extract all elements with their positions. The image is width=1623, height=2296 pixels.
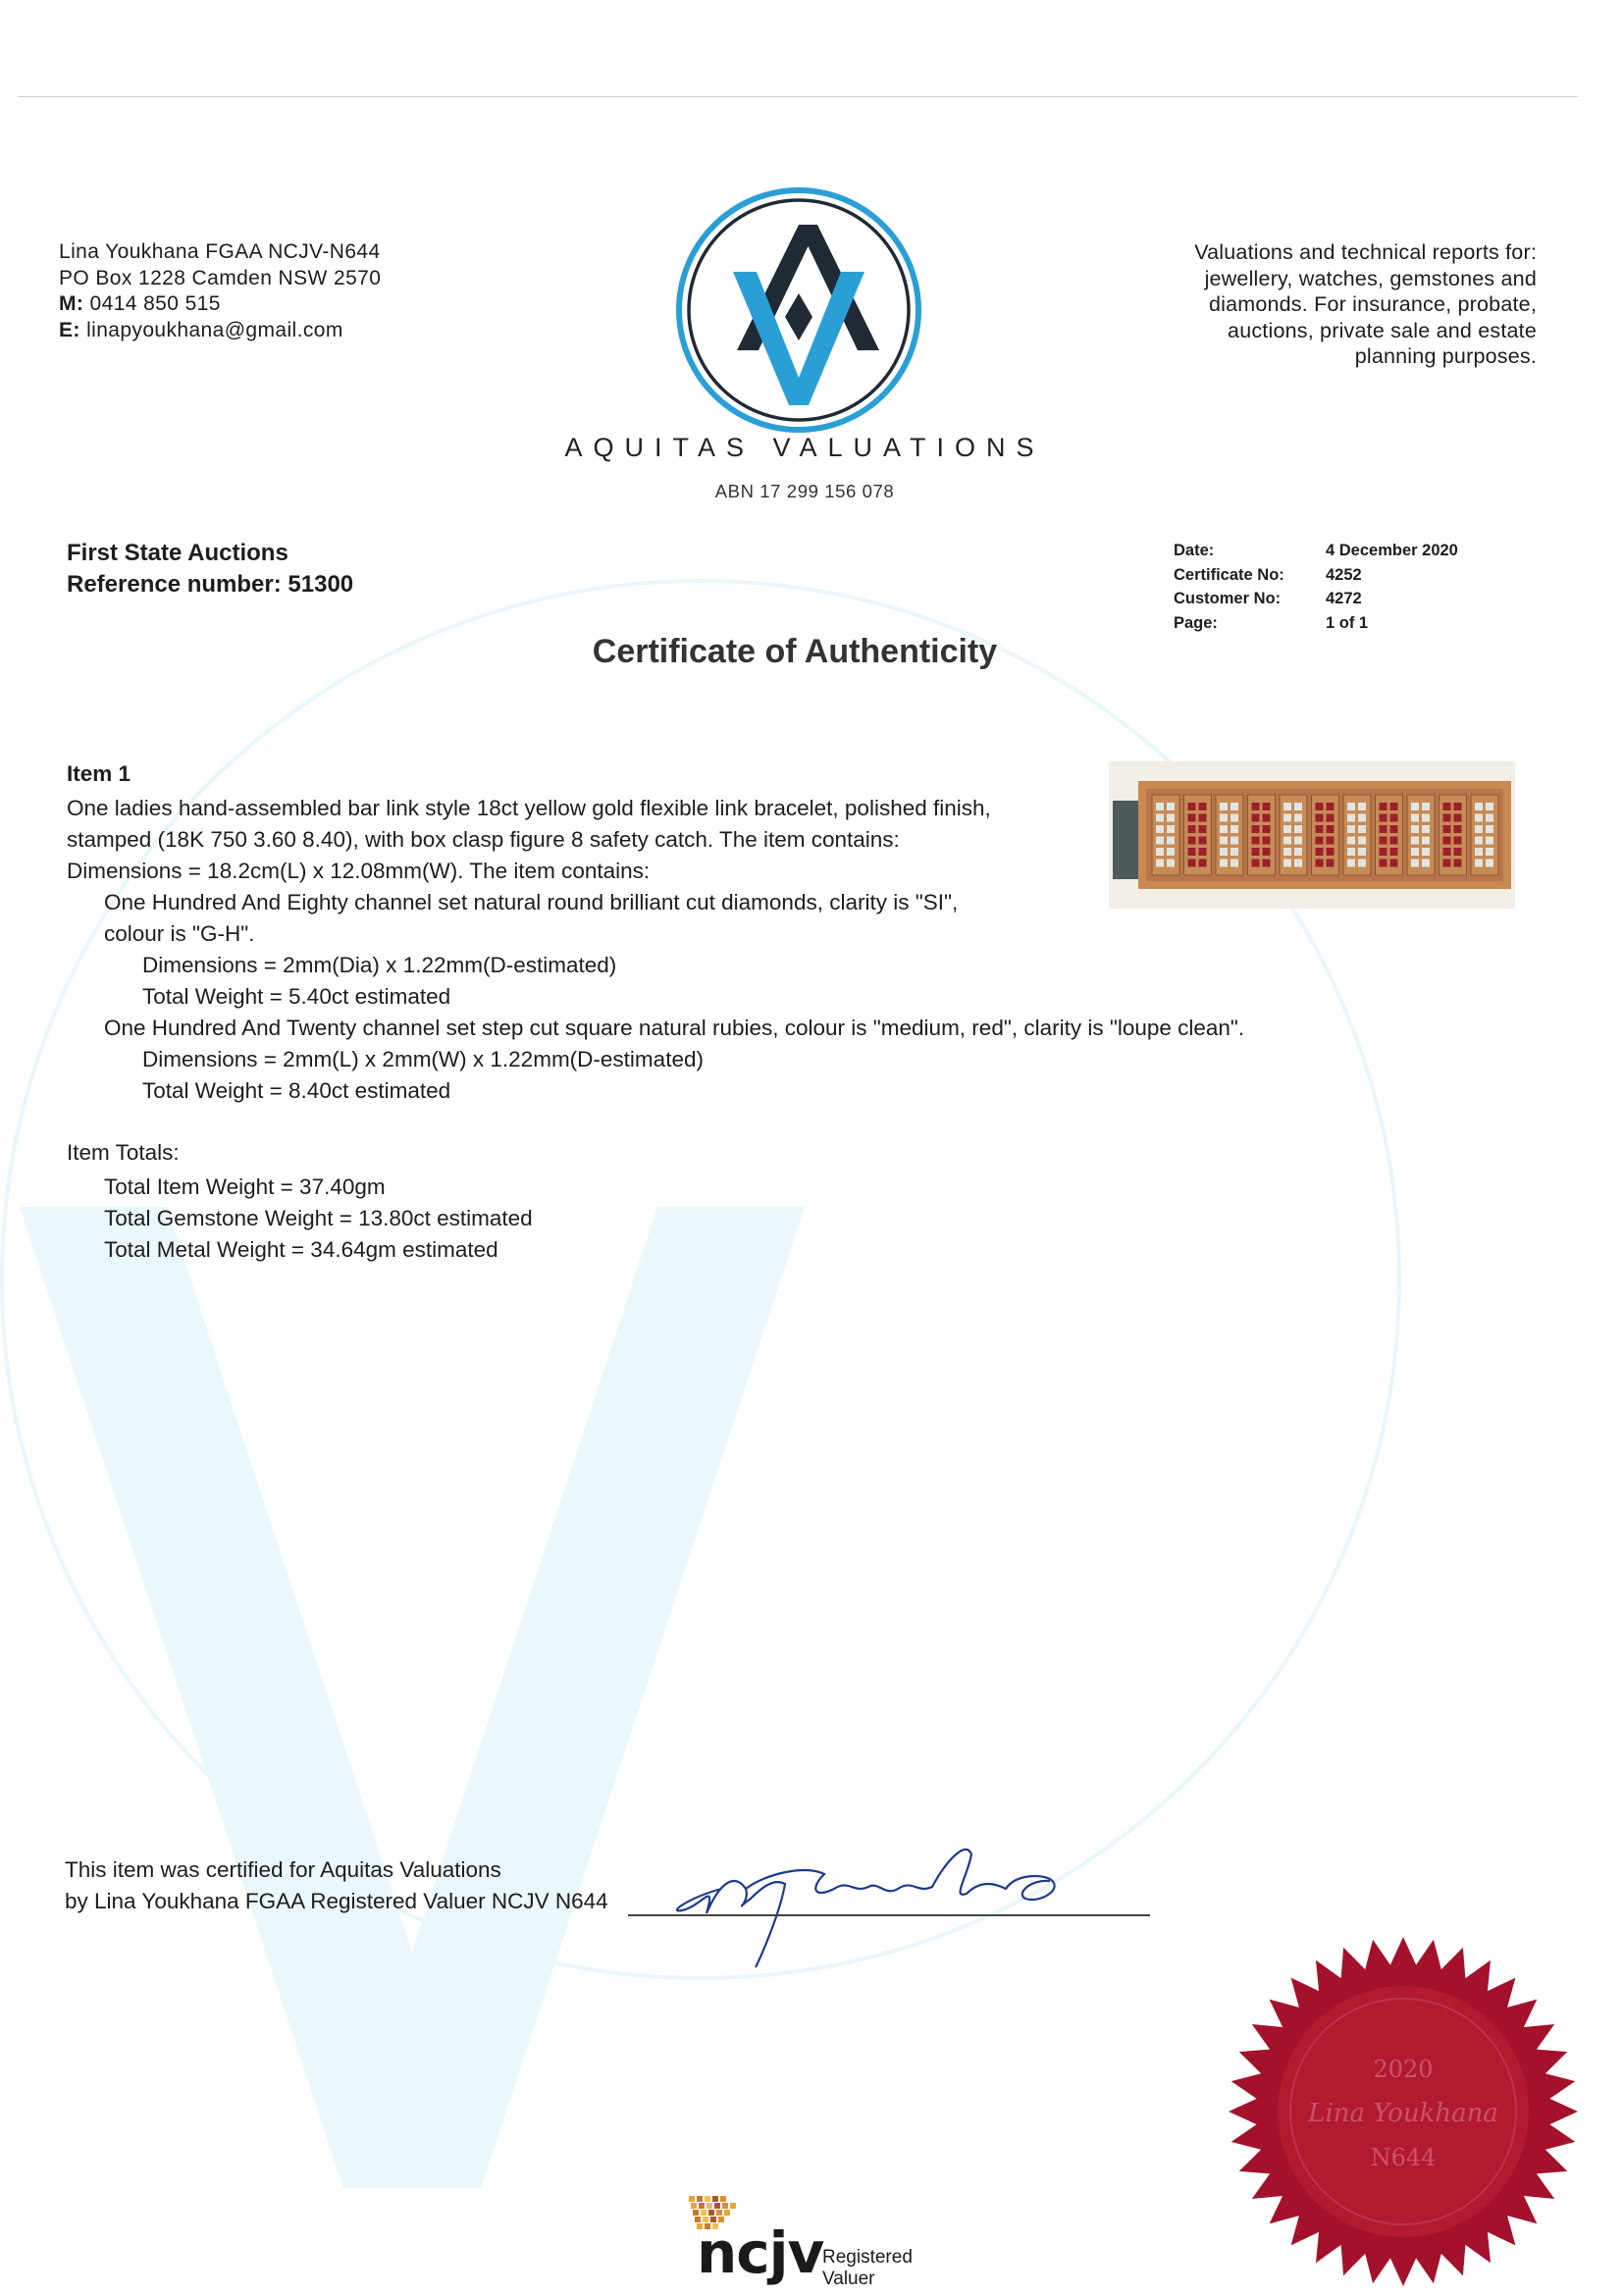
diamond-stone [1230,814,1238,822]
diamond-stone [1156,860,1164,867]
diamond-stone [1486,814,1493,822]
services-line: auctions, private sale and estate [1228,318,1537,342]
ruby-stone [1316,848,1324,856]
ruby-stone [1380,837,1387,845]
diamond-stone [1283,848,1291,856]
ruby-stone [1199,848,1207,856]
diamond-stone [1422,837,1430,845]
diamond-stone [1156,803,1164,810]
diamond-stone [1411,837,1419,845]
wax-seal-icon [1227,1935,1580,2288]
seal-code: N644 [1370,2144,1437,2171]
ruby-stone [1252,860,1260,867]
ruby-stone [1454,825,1462,833]
ncjv-dot [724,2210,730,2216]
ruby-stone [1327,814,1335,822]
ruby-stone [1316,837,1324,845]
diamond-stone [1411,860,1419,867]
diamond-stone [1486,803,1493,810]
diamond-stone [1283,814,1291,822]
mobile-label: M: [59,292,84,315]
total-line: Total Gemstone Weight = 13.80ct estimated [104,1206,533,1230]
diamond-stone [1347,814,1355,822]
ruby-stone [1188,803,1196,810]
ruby-stone [1199,837,1207,845]
certification-line: This item was certified for Aquitas Valuations [65,1857,501,1882]
meta-key: Page: [1174,613,1218,632]
ruby-stone [1380,848,1387,856]
watermark-v-icon [20,1207,805,2188]
item-line: Total Weight = 5.40ct estimated [142,984,451,1009]
ruby-stone [1454,814,1462,822]
services-description [1066,239,1537,370]
diamond-stone [1294,848,1302,856]
ncjv-dot [720,2196,726,2202]
ruby-stone [1188,814,1196,822]
meta-row [1174,611,1458,636]
diamond-stone [1347,837,1355,845]
diamond-stone [1167,860,1175,867]
diamond-stone [1411,848,1419,856]
diamond-stone [1358,837,1366,845]
ruby-stone [1380,803,1387,810]
brand-name: AQUITAS VALUATIONS [564,433,1045,462]
ruby-stone [1327,825,1335,833]
ruby-stone [1443,814,1451,822]
item-title: Item 1 [67,761,131,786]
diamond-stone [1358,848,1366,856]
diamond-stone [1486,825,1493,833]
ruby-stone [1454,803,1462,810]
ruby-stone [1263,814,1271,822]
certification-statement [65,1854,608,1917]
ruby-stone [1390,848,1398,856]
ruby-stone [1316,803,1324,810]
meta-key: Date: [1174,542,1215,559]
ncjv-dot [730,2203,736,2209]
meta-row [1174,539,1458,563]
diamond-stone [1220,837,1228,845]
signature-icon [628,1820,1158,1977]
diamond-stone [1347,860,1355,867]
client-block [67,538,353,600]
diamond-stone [1294,860,1302,867]
ruby-stone [1327,860,1335,867]
seal-name: Lina Youkhana [1308,2099,1498,2128]
diamond-stone [1156,848,1164,856]
diamond-stone [1156,837,1164,845]
email-row [59,318,381,344]
ruby-stone [1390,814,1398,822]
abn-number: ABN 17 299 156 078 [714,481,895,501]
item-line: colour is "G-H". [104,921,255,946]
services-line: jewellery, watches, gemstones and [1204,266,1537,290]
email-address: linapyoukhana@gmail.com [86,318,343,341]
diamond-stone [1283,837,1291,845]
diamond-stone [1486,848,1493,856]
ruby-stone [1390,837,1398,845]
ruby-stone [1454,860,1462,867]
diamond-stone [1486,860,1493,867]
diamond-stone [1347,803,1355,810]
ncjv-dot [691,2203,697,2209]
ruby-stone [1316,814,1324,822]
diamond-stone [1220,860,1228,867]
ncjv-dot [689,2196,695,2202]
meta-key: Certificate No: [1174,565,1284,584]
diamond-stone [1156,825,1164,833]
ncjv-dot [714,2203,720,2209]
diamond-stone [1358,825,1366,833]
ncjv-dot [716,2210,722,2216]
item-line: One ladies hand-assembled bar link style 18ct yellow gold flexible link bracelet, polished finish, [67,796,991,820]
ncjv-dot [712,2196,718,2202]
diamond-stone [1167,803,1175,810]
ruby-stone [1443,848,1451,856]
ncjv-dot [708,2210,714,2216]
ruby-stone [1390,860,1398,867]
diamond-stone [1475,848,1483,856]
diamond-stone [1230,860,1238,867]
meta-key: Customer No: [1174,590,1282,607]
client-name: First State Auctions [67,540,288,566]
ruby-stone [1443,860,1451,867]
diamond-stone [1347,825,1355,833]
ncjv-dot [699,2203,705,2209]
diamond-stone [1358,860,1366,867]
meta-value: 4272 [1326,590,1362,607]
services-line: planning purposes. [1354,344,1537,368]
ruby-stone [1263,825,1271,833]
total-line: Total Metal Weight = 34.64gm estimated [104,1237,498,1262]
seal-year: 2020 [1373,2056,1434,2083]
diamond-stone [1167,837,1175,845]
diamond-stone [1358,814,1366,822]
diamond-stone [1220,825,1228,833]
ruby-stone [1380,814,1387,822]
mobile-row [59,291,381,318]
ruby-stone [1199,860,1207,867]
diamond-stone [1422,848,1430,856]
ruby-stone [1263,860,1271,867]
contact-block [59,239,381,343]
item-line: One Hundred And Twenty channel set step cut square natural rubies, colour is "medium, red", clarity is "loupe clean". [104,1016,1245,1040]
diamond-stone [1347,848,1355,856]
ruby-stone [1263,837,1271,845]
ruby-stone [1443,825,1451,833]
ruby-stone [1316,825,1324,833]
ruby-stone [1188,825,1196,833]
diamond-stone [1220,848,1228,856]
ncjv-dot [707,2203,712,2209]
document-title: Certificate of Authenticity [592,633,998,670]
meta-row [1174,587,1458,611]
diamond-stone [1422,814,1430,822]
ruby-stone [1252,814,1260,822]
diamond-stone [1220,814,1228,822]
diamond-stone [1167,814,1175,822]
totals-title: Item Totals: [67,1140,180,1165]
ruby-stone [1252,803,1260,810]
bracelet-photo [1109,761,1515,909]
item-line: Dimensions = 2mm(L) x 2mm(W) x 1.22mm(D-estimated) [142,1047,704,1071]
certification-line: by Lina Youkhana FGAA Registered Valuer NCJV N644 [65,1889,608,1913]
diamond-stone [1167,848,1175,856]
ruby-stone [1188,837,1196,845]
diamond-stone [1167,825,1175,833]
diamond-stone [1220,803,1228,810]
mobile-number: 0414 850 515 [89,292,221,315]
diamond-stone [1283,803,1291,810]
diamond-stone [1475,837,1483,845]
diamond-stone [1411,825,1419,833]
ruby-stone [1199,803,1207,810]
diamond-stone [1422,803,1430,810]
ruby-stone [1188,860,1196,867]
ncjv-dot [697,2196,703,2202]
item-line: stamped (18K 750 3.60 8.40), with box clasp figure 8 safety catch. The item contains: [67,827,900,852]
diamond-stone [1156,814,1164,822]
ruby-stone [1380,860,1387,867]
ncjv-valuer: Valuer [822,2269,875,2289]
valuer-name: Lina Youkhana FGAA NCJV-N644 [59,240,381,263]
diamond-stone [1422,860,1430,867]
diamond-stone [1358,803,1366,810]
diamond-stone [1230,803,1238,810]
item-line: One Hundred And Eighty channel set natural round brilliant cut diamonds, clarity is "SI", [104,890,959,914]
meta-row [1174,563,1458,588]
reference-number: Reference number: 51300 [67,571,354,598]
diamond-stone [1422,825,1430,833]
ruby-stone [1390,803,1398,810]
ruby-stone [1380,825,1387,833]
ruby-stone [1263,848,1271,856]
ncjv-wordmark: ncjv [697,2219,824,2286]
ncjv-dot [701,2210,707,2216]
ruby-stone [1263,803,1271,810]
item-totals [104,1172,533,1266]
signature-line [628,1914,1150,1916]
ruby-stone [1454,848,1462,856]
ncjv-dot [705,2196,710,2202]
ruby-stone [1390,825,1398,833]
diamond-stone [1294,837,1302,845]
diamond-stone [1475,814,1483,822]
item-line: Dimensions = 18.2cm(L) x 12.08mm(W). The item contains: [67,859,651,883]
ruby-stone [1199,814,1207,822]
meta-value: 4 December 2020 [1326,542,1458,559]
ncjv-registered-valuer [822,2247,913,2290]
ruby-stone [1327,848,1335,856]
aquitas-logo-icon [670,182,927,439]
ruby-stone [1252,837,1260,845]
ruby-stone [1443,837,1451,845]
ruby-stone [1188,848,1196,856]
postal-address: PO Box 1228 Camden NSW 2570 [59,266,382,289]
total-line: Total Item Weight = 37.40gm [104,1174,386,1199]
diamond-stone [1411,814,1419,822]
diamond-stone [1283,860,1291,867]
diamond-stone [1230,825,1238,833]
diamond-stone [1411,803,1419,810]
services-line: diamonds. For insurance, probate, [1208,292,1537,316]
diamond-stone [1475,825,1483,833]
item-line: Total Weight = 8.40ct estimated [142,1078,451,1103]
meta-value: 4252 [1326,565,1362,584]
email-label: E: [59,318,80,341]
ruby-stone [1454,837,1462,845]
meta-value: 1 of 1 [1326,613,1369,632]
ncjv-dot [693,2210,699,2216]
diamond-stone [1230,837,1238,845]
diamond-stone [1294,803,1302,810]
diamond-stone [1230,848,1238,856]
diamond-stone [1294,825,1302,833]
item-line: Dimensions = 2mm(Dia) x 1.22mm(D-estimated) [142,953,617,977]
diamond-stone [1283,825,1291,833]
ruby-stone [1327,803,1335,810]
diamond-stone [1294,814,1302,822]
ncjv-registered: Registered [822,2247,913,2268]
diamond-stone [1486,837,1493,845]
ruby-stone [1199,825,1207,833]
top-rule [18,96,1578,97]
ruby-stone [1443,803,1451,810]
ruby-stone [1327,837,1335,845]
certificate-meta [1174,539,1458,635]
ruby-stone [1252,825,1260,833]
ncjv-dot [722,2203,728,2209]
ruby-stone [1252,848,1260,856]
services-line: Valuations and technical reports for: [1194,240,1537,264]
diamond-stone [1475,803,1483,810]
diamond-stone [1475,860,1483,867]
ruby-stone [1316,860,1324,867]
